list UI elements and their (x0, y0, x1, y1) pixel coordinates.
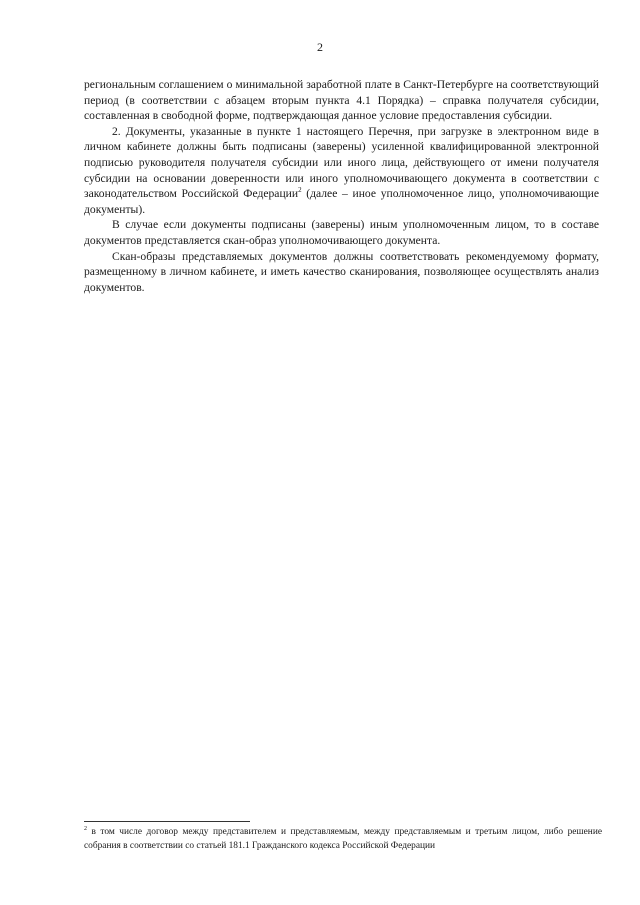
page-number: 2 (317, 40, 323, 54)
footnote-reference: 2 (298, 186, 302, 195)
paragraph-signing-text-end: (далее – иное уполномоченное лицо, уполномочивающие документы). (84, 187, 599, 216)
footnote-text: в том числе договор между представителем и представляемым, между представляемым и третьим лицом, либо решение собрания в соответствии со статьей 181.1 Гражданского кодекса Российской Федерации (84, 827, 602, 851)
footnote-text-block (84, 826, 602, 853)
footnote-divider (84, 821, 250, 822)
paragraph-signing-requirements (84, 124, 599, 218)
paragraph-continuation: региональным соглашением о минимальной заработной плате в Санкт-Петербурге на соответствующий период (в соответствии с абзацем вторым пункта 4.1 Порядка) – справка получателя субсидии, составленная в свободной форме, подтверждающая данное условие предоставления субсидии. (84, 78, 599, 123)
footnote (84, 826, 602, 853)
document-body (84, 77, 599, 295)
paragraph-signing-text: 2. Документы, указанные в пункте 1 настоящего Перечня, при загрузке в электронном виде в личном кабинете должны быть подписаны (заверены) усиленной квалифицированной электронной подписью руководителя получателя субсидии или иного лица, действующего от имени получателя субсидии на основании доверенности или иного уполномочивающего документа в соответствии с законодательством Российской Федерации (84, 124, 599, 201)
paragraph-authorized-person: В случае если документы подписаны (заверены) иным уполномоченным лицом, то в составе документов представляется скан-образ уполномочивающего документа. (84, 218, 599, 247)
footnote-marker: 2 (84, 825, 87, 832)
paragraph-scan-requirements: Скан-образы представляемых документов должны соответствовать рекомендуемому формату, размещенному в личном кабинете, и иметь качество сканирования, позволяющее осуществлять анализ документов. (84, 249, 599, 294)
